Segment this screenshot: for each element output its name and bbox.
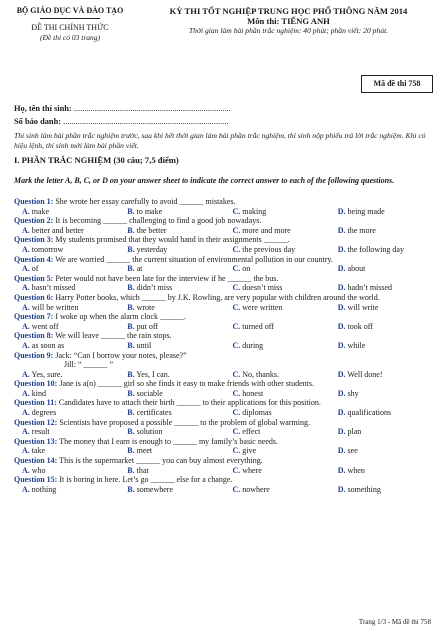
answer-option [119, 303, 224, 313]
question-item [14, 456, 435, 475]
question-line [14, 312, 435, 322]
candidate-number-label: Số báo danh: [14, 117, 62, 126]
question-item [14, 437, 435, 456]
option-text: to make [136, 206, 163, 216]
option-letter: C. [232, 264, 241, 274]
answer-options [14, 226, 435, 236]
answer-option [14, 485, 119, 495]
ministry-name: BỘ GIÁO DỤC VÀ ĐÀO TẠO [16, 6, 124, 15]
question-stem: Harry Potter books, which ______ by J.K. Rowling, are very popular with children around the world. [55, 292, 380, 302]
option-text: plan [347, 427, 362, 437]
answer-options [14, 207, 435, 217]
answer-option [225, 245, 330, 255]
option-letter: A. [22, 302, 30, 312]
question-number: Question 5: [14, 273, 54, 283]
option-letter: C. [232, 302, 241, 312]
option-text: were written [242, 302, 283, 312]
option-letter: C. [232, 340, 241, 350]
option-letter: C. [232, 283, 241, 293]
answer-option [14, 245, 119, 255]
option-letter: D. [337, 321, 346, 331]
option-text: the following day [347, 244, 404, 254]
option-text: honest [242, 388, 264, 398]
option-text: the more [347, 225, 376, 235]
question-subline: Jill: “ ______ ” [64, 360, 114, 370]
answer-option [14, 446, 119, 456]
option-letter: A. [22, 206, 30, 216]
question-item [14, 293, 435, 312]
option-text: give [242, 446, 257, 456]
answer-option [119, 389, 224, 399]
section-title: I. PHẦN TRẮC NGHIỆM (30 câu; 7,5 điểm) [14, 155, 179, 165]
option-letter: D. [337, 388, 346, 398]
question-number: Question 7: [14, 312, 54, 322]
option-letter: B. [127, 283, 135, 293]
option-letter: D. [337, 283, 346, 293]
answer-option [14, 207, 119, 217]
option-letter: D. [337, 264, 346, 274]
answer-option [225, 264, 330, 274]
option-letter: B. [127, 484, 135, 494]
answer-options [14, 245, 435, 255]
option-text: result [31, 427, 50, 437]
answer-option [225, 466, 330, 476]
question-line [14, 418, 435, 428]
answer-option [330, 322, 435, 332]
question-number: Question 15: [14, 475, 58, 485]
option-letter: B. [127, 225, 135, 235]
option-text: kind [31, 388, 47, 398]
option-letter: B. [127, 302, 135, 312]
question-number: Question 14: [14, 456, 58, 466]
answer-options [14, 283, 435, 293]
option-letter: A. [22, 264, 30, 274]
option-text: nothing [31, 484, 57, 494]
candidate-name-label: Họ, tên thí sinh: [14, 104, 72, 113]
exam-title: KỲ THI TỐT NGHIỆP TRUNG HỌC PHỔ THÔNG NĂM 2014 [169, 6, 408, 16]
answer-option [330, 408, 435, 418]
option-text: qualifications [347, 408, 392, 418]
question-line [14, 437, 435, 447]
answer-option [119, 427, 224, 437]
option-letter: D. [337, 427, 346, 437]
question-item [14, 255, 435, 274]
exam-time: Thời gian làm bài phần trắc nghiệm: 40 phút; phần viết: 20 phút. [188, 26, 389, 35]
answer-option [225, 427, 330, 437]
option-text: as soon as [31, 340, 65, 350]
answer-option [330, 485, 435, 495]
option-text: hasn’t missed [31, 283, 76, 293]
divider [40, 18, 100, 19]
question-line [14, 379, 435, 389]
option-text: something [347, 484, 381, 494]
option-letter: D. [337, 206, 346, 216]
option-letter: C. [232, 206, 241, 216]
question-stem: We will leave ______ the rain stops. [55, 331, 172, 341]
option-text: the previous day [242, 244, 296, 254]
question-stem: Jane is a(n) ______ girl so she finds it easy to make friends with other students. [59, 379, 314, 389]
option-letter: A. [22, 465, 30, 475]
answer-options [14, 389, 435, 399]
answer-option [330, 446, 435, 456]
option-text: No, thanks. [242, 369, 279, 379]
answer-options [14, 322, 435, 332]
option-letter: B. [127, 264, 135, 274]
question-stem: She wrote her essay carefully to avoid ______ mistakes. [55, 197, 236, 206]
option-letter: C. [232, 321, 241, 331]
option-letter: C. [232, 446, 241, 456]
question-number: Question 1: [14, 197, 54, 206]
exam-header [10, 6, 439, 62]
option-text: will write [347, 302, 379, 312]
option-text: until [136, 340, 152, 350]
option-text: went off [31, 321, 59, 331]
option-letter: D. [337, 446, 346, 456]
question-stem: Jack: “Can I borrow your notes, please?” [55, 350, 187, 360]
page-footer: Trang 1/3 - Mã đề thi 758 [358, 618, 431, 626]
header-left [10, 6, 130, 43]
answer-option [330, 303, 435, 313]
answer-options [14, 370, 435, 380]
option-letter: D. [337, 369, 346, 379]
question-item [14, 274, 435, 293]
question-line [14, 456, 435, 466]
header-right [138, 6, 439, 36]
answer-options [14, 485, 435, 495]
option-letter: B. [127, 369, 135, 379]
answer-option [225, 485, 330, 495]
question-item [14, 351, 435, 380]
question-item [14, 197, 435, 216]
answer-option [225, 322, 330, 332]
answer-option [330, 370, 435, 380]
option-letter: D. [337, 340, 346, 350]
question-number: Question 9: [14, 350, 54, 360]
option-letter: A. [22, 446, 30, 456]
option-text: who [31, 465, 46, 475]
answer-options [14, 341, 435, 351]
answer-option [119, 408, 224, 418]
candidate-number-line [14, 115, 231, 128]
option-letter: B. [127, 321, 135, 331]
question-item [14, 379, 435, 398]
answer-option [14, 427, 119, 437]
question-stem: My students promised that they would hand in their assignments ______. [55, 235, 290, 245]
question-line [14, 216, 435, 226]
option-letter: B. [127, 427, 135, 437]
answer-option [14, 408, 119, 418]
answer-option [14, 264, 119, 274]
question-line [14, 331, 435, 341]
answer-option [225, 408, 330, 418]
option-text: make [31, 206, 50, 216]
option-text: making [242, 206, 267, 216]
question-number: Question 12: [14, 417, 58, 427]
answer-option [330, 207, 435, 217]
option-text: certificates [136, 408, 172, 418]
question-item [14, 216, 435, 235]
option-letter: D. [337, 484, 346, 494]
option-text: put off [136, 321, 158, 331]
option-letter: A. [22, 369, 30, 379]
answer-option [14, 322, 119, 332]
answer-option [330, 264, 435, 274]
candidate-number-dots: ............................................................................... [63, 117, 229, 126]
answer-option [225, 370, 330, 380]
option-letter: C. [232, 465, 241, 475]
question-item [14, 312, 435, 331]
exam-code-box: Mã đề thi 758 [361, 75, 433, 93]
option-letter: B. [127, 206, 135, 216]
answer-option [119, 341, 224, 351]
answer-option [14, 283, 119, 293]
answer-option [119, 466, 224, 476]
option-text: somewhere [136, 484, 174, 494]
question-number: Question 8: [14, 331, 54, 341]
option-text: about [347, 264, 366, 274]
answer-option [330, 245, 435, 255]
option-text: where [242, 465, 262, 475]
answer-options [14, 466, 435, 476]
option-text: will be written [31, 302, 79, 312]
option-text: took off [347, 321, 373, 331]
option-text: meet [136, 446, 153, 456]
question-stem: This is the supermarket ______ you can buy almost everything. [59, 456, 263, 466]
option-letter: A. [22, 283, 30, 293]
answer-option [119, 207, 224, 217]
option-text: when [347, 465, 365, 475]
option-text: that [136, 465, 149, 475]
question-item [14, 331, 435, 350]
option-text: take [31, 446, 46, 456]
answer-option [330, 226, 435, 236]
question-number: Question 6: [14, 292, 54, 302]
option-letter: A. [22, 225, 30, 235]
candidate-name-line [14, 102, 231, 115]
option-letter: A. [22, 340, 30, 350]
option-text: diplomas [242, 408, 272, 418]
option-letter: A. [22, 244, 30, 254]
answer-options [14, 303, 435, 313]
question-line [14, 398, 435, 408]
option-letter: D. [337, 225, 346, 235]
answer-options [14, 408, 435, 418]
option-text: doesn’t miss [242, 283, 283, 293]
option-text: solution [136, 427, 163, 437]
answer-option [330, 341, 435, 351]
answer-option [330, 283, 435, 293]
answer-option [14, 341, 119, 351]
question-line [14, 197, 435, 207]
answer-option [225, 389, 330, 399]
option-text: nowhere [242, 484, 270, 494]
option-text: better and better [31, 225, 84, 235]
option-letter: A. [22, 408, 30, 418]
question-line [14, 475, 435, 485]
option-text: being made [347, 206, 385, 216]
option-letter: B. [127, 465, 135, 475]
answer-options [14, 446, 435, 456]
option-text: turned off [242, 321, 274, 331]
answer-option [225, 207, 330, 217]
question-stem: It is becoming ______ challenging to find a good job nowadays. [55, 216, 262, 226]
option-letter: B. [127, 340, 135, 350]
option-text: while [347, 340, 366, 350]
question-list [14, 197, 435, 494]
official-label: ĐỀ THI CHÍNH THỨC [31, 23, 109, 32]
answer-option [119, 322, 224, 332]
option-text: tomorrow [31, 244, 64, 254]
candidate-name-dots: ........................................................................... [73, 104, 231, 113]
option-text: yesterday [136, 244, 168, 254]
question-stem: We are worried ______ the current situation of environmental pollution in our country. [55, 254, 333, 264]
question-item [14, 398, 435, 417]
question-stem: Scientists have proposed a possible ______ to the problem of global warming. [59, 417, 310, 427]
answer-option [14, 226, 119, 236]
option-letter: C. [232, 369, 241, 379]
answer-option [225, 446, 330, 456]
answer-option [119, 283, 224, 293]
option-letter: C. [232, 427, 241, 437]
answer-option [119, 446, 224, 456]
answer-option [119, 226, 224, 236]
option-text: the better [136, 225, 167, 235]
answer-option [330, 389, 435, 399]
option-text: wrote [136, 302, 155, 312]
question-line [14, 293, 435, 303]
option-letter: B. [127, 388, 135, 398]
option-text: degrees [31, 408, 57, 418]
exam-subject: Môn thi: TIẾNG ANH [247, 16, 330, 26]
question-number: Question 2: [14, 216, 54, 226]
question-number: Question 4: [14, 254, 54, 264]
question-line [14, 235, 435, 245]
option-letter: C. [232, 388, 241, 398]
question-stem: Peter would not have been late for the interview if he ______ the bus. [55, 273, 279, 283]
option-text: at [136, 264, 143, 274]
question-item [14, 475, 435, 494]
option-letter: C. [232, 244, 241, 254]
answer-option [225, 226, 330, 236]
question-number: Question 3: [14, 235, 54, 245]
option-letter: B. [127, 408, 135, 418]
question-item [14, 418, 435, 437]
page-count: (Đề thi có 03 trang) [40, 33, 100, 42]
answer-option [119, 370, 224, 380]
option-text: during [242, 340, 264, 350]
option-text: hadn’t missed [347, 283, 393, 293]
option-letter: C. [232, 408, 241, 418]
answer-option [14, 303, 119, 313]
answer-option [14, 389, 119, 399]
option-text: Yes, I can. [136, 369, 170, 379]
option-text: Yes, sure. [31, 369, 63, 379]
option-text: didn’t miss [136, 283, 173, 293]
question-line [14, 255, 435, 265]
answer-option [225, 303, 330, 313]
answer-option [14, 466, 119, 476]
option-letter: D. [337, 302, 346, 312]
option-letter: D. [337, 408, 346, 418]
option-text: Well done! [347, 369, 383, 379]
question-item [14, 235, 435, 254]
question-stem: I woke up when the alarm clock ______. [55, 312, 186, 322]
option-letter: C. [232, 225, 241, 235]
option-letter: B. [127, 446, 135, 456]
answer-options [14, 264, 435, 274]
option-letter: A. [22, 388, 30, 398]
candidate-info [14, 102, 231, 128]
option-letter: D. [337, 244, 346, 254]
answer-option [225, 341, 330, 351]
option-text: of [31, 264, 39, 274]
answer-option [119, 245, 224, 255]
question-stem: The money that I earn is enough to ______ my family’s basic needs. [59, 436, 279, 446]
question-number: Question 11: [14, 398, 57, 408]
question-line [14, 351, 435, 361]
answer-option [330, 427, 435, 437]
mark-instruction: Mark the letter A, B, C, or D on your answer sheet to indicate the correct answer to each of the following questions. [14, 176, 395, 185]
option-letter: D. [337, 465, 346, 475]
option-letter: A. [22, 484, 30, 494]
answer-option [225, 283, 330, 293]
exam-instruction: Thí sinh làm bài phần trắc nghiệm trước, sau khi hết thời gian làm bài phần trắc nghiệm, thí sinh nộp phiếu trả lời trắc nghiệm. Khi có hiệu lệnh, thí sinh mới làm bài phần viết. [14, 131, 426, 150]
option-text: effect [242, 427, 261, 437]
answer-option [119, 264, 224, 274]
option-letter: C. [232, 484, 241, 494]
option-text: more and more [242, 225, 291, 235]
question-line [14, 274, 435, 284]
question-number: Question 10: [14, 379, 58, 389]
answer-option [119, 485, 224, 495]
option-text: see [347, 446, 358, 456]
answer-option [14, 370, 119, 380]
option-text: on [242, 264, 251, 274]
question-number: Question 13: [14, 436, 58, 446]
answer-options [14, 427, 435, 437]
answer-option [330, 466, 435, 476]
option-letter: A. [22, 427, 30, 437]
question-stem: Candidates have to attach their birth ______ to their applications for this position. [58, 398, 321, 408]
option-text: shy [347, 388, 359, 398]
option-text: sociable [136, 388, 163, 398]
question-stem: It is boring in here. Let’s go ______ else for a change. [59, 475, 233, 485]
option-letter: B. [127, 244, 135, 254]
option-letter: A. [22, 321, 30, 331]
